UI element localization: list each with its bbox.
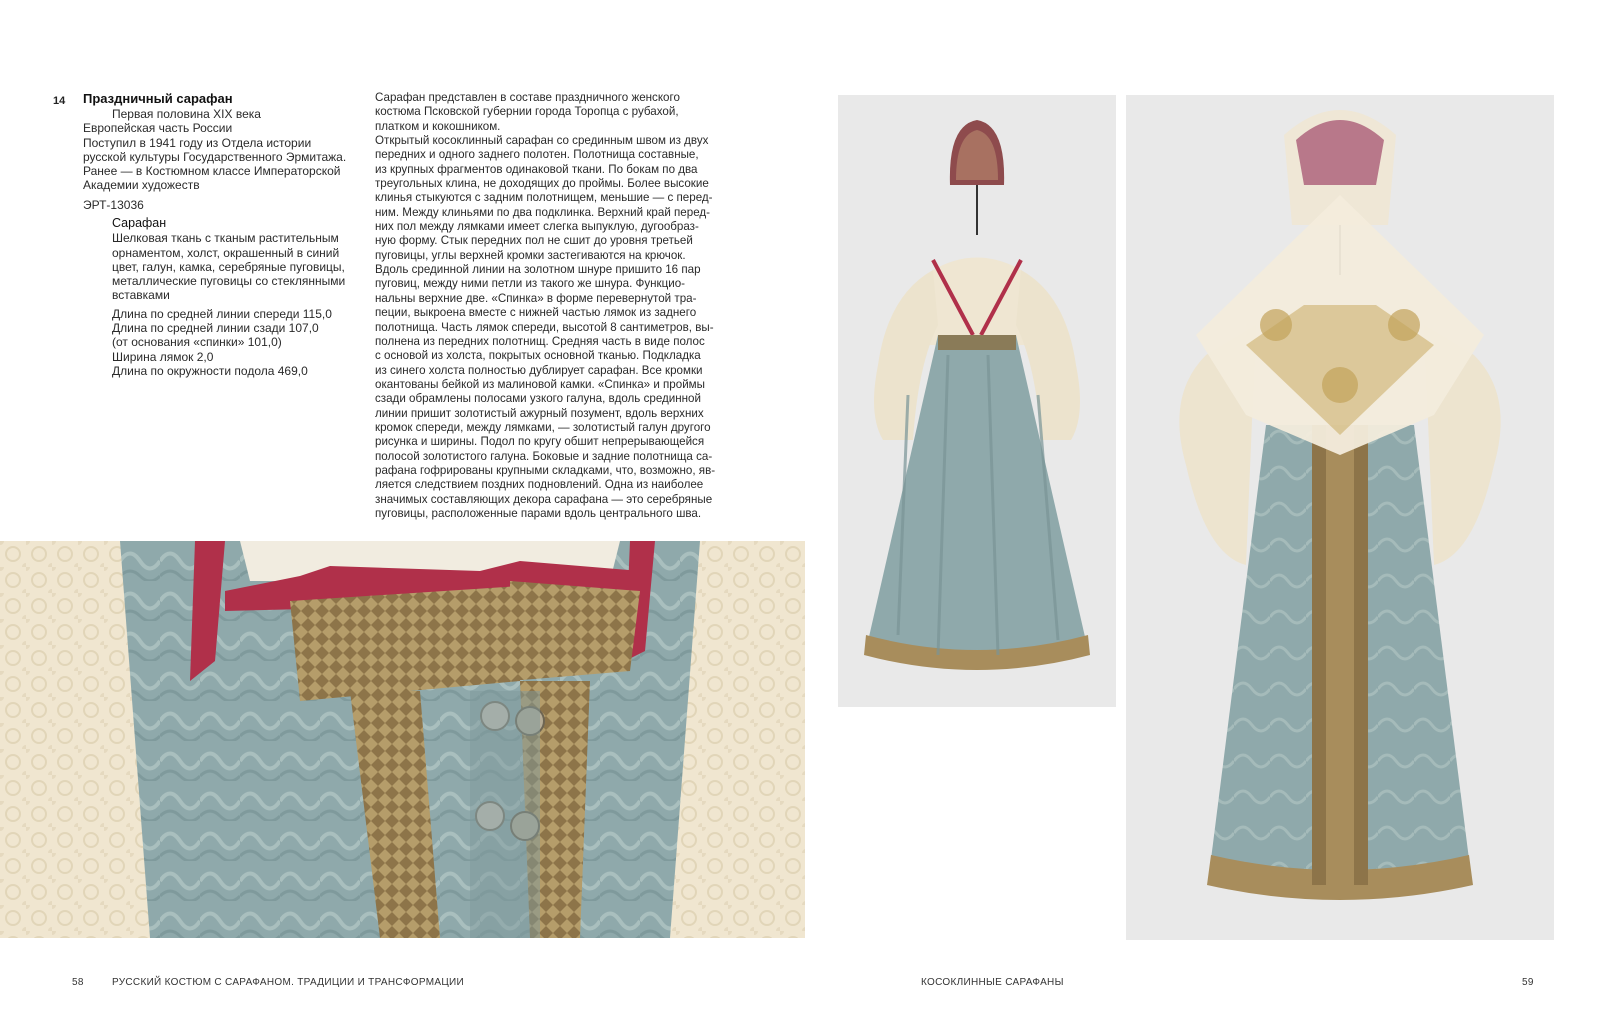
description-line: полосой золотистого галуна. Боковые и задние полотнища са- xyxy=(375,449,713,463)
back-view-photo xyxy=(838,95,1116,707)
right-running-title: КОСОКЛИННЫЕ САРАФАНЫ xyxy=(921,977,1064,988)
dimension-line: Длина по средней линии сзади 107,0 xyxy=(112,321,319,336)
materials-line: цвет, галун, камка, серебряные пуговицы, xyxy=(112,259,345,274)
description-line: рафана гофрированы крупными складками, что, возможно, яв- xyxy=(375,463,716,477)
description-line: пуговицы, расположенные парами вдоль центрального шва. xyxy=(375,506,702,520)
description-line: полнена из передних полотнищ. Средняя часть в виде полос xyxy=(375,334,705,348)
meta-line: русской культуры Государственного Эрмитажа. xyxy=(83,149,347,164)
dimension-line: Длина по средней линии спереди 115,0 xyxy=(112,306,332,321)
description-line: окантованы бейкой из малиновой камки. «Спинка» и проймы xyxy=(375,377,705,391)
description-line: Сарафан представлен в составе праздничного женского xyxy=(375,91,680,104)
description-line: платком и кокошником. xyxy=(375,119,501,133)
dimension-line: Длина по окружности подола 469,0 xyxy=(112,363,308,378)
description-line: нальны верхние две. «Спинка» в форме перевернутой тра- xyxy=(375,291,697,305)
item-meta xyxy=(83,107,373,193)
description-line: Вдоль срединной линии на золотном шнуре пришито 16 пар xyxy=(375,263,701,277)
description-line: пуговицы, углы верхней кромки застегиваются на крючок. xyxy=(375,248,686,262)
description-line: сзади обрамлены полосами узкого галуна, вдоль срединной xyxy=(375,392,701,406)
description-line: треугольных клина, не доходящих до проймы. Более высокие xyxy=(375,177,709,191)
description-line: из синего холста полностью дублирует сарафан. Все кромки xyxy=(375,363,703,377)
description-line: линии пришит золотистый ажурный позумент, вдоль верхних xyxy=(375,406,704,420)
description-line: ную форму. Стык передних пол не сшит до уровня третьей xyxy=(375,234,693,248)
item-title: Праздничный сарафан xyxy=(83,91,233,106)
description-line: кромок спереди, между лямками, — золотистый галун другого xyxy=(375,420,711,434)
description-line: значимых составляющих декора сарафана — это серебряные xyxy=(375,492,713,506)
meta-line: Европейская часть России xyxy=(83,121,233,136)
meta-line: Первая половина XIX века xyxy=(112,107,261,121)
object-subtitle: Сарафан xyxy=(112,216,167,230)
description-line: них пол между лямками имеет слегка выпуклую, дугообраз- xyxy=(375,220,699,234)
materials-line: металлические пуговицы со стеклянными xyxy=(112,274,346,289)
catalogue-number: 14 xyxy=(53,95,66,107)
description-line: с основой из холста, покрытых основной тканью. Подкладка xyxy=(375,349,701,363)
description-line: рисунка и ширины. Подол по кругу обшит непрерывающейся xyxy=(375,435,705,449)
dimensions xyxy=(112,307,377,378)
inventory-number: ЭРТ-13036 xyxy=(83,198,144,212)
meta-line: Академии художеств xyxy=(83,178,200,193)
description-line: пуговиц, между ними петли из такого же шнура. Функцио- xyxy=(375,277,686,291)
dimension-line: (от основания «спинки» 101,0) xyxy=(112,335,282,350)
left-running-title: РУССКИЙ КОСТЮМ С САРАФАНОМ. ТРАДИЦИИ И ТРАНСФОРМАЦИИ xyxy=(112,977,464,988)
description-line: из крупных фрагментов одинаковой ткани. По бокам по два xyxy=(375,162,698,176)
materials-line: вставками xyxy=(112,288,170,303)
left-page-number: 58 xyxy=(72,977,84,988)
materials-line: Шелковая ткань с тканым растительным xyxy=(112,231,339,246)
meta-line: Поступил в 1941 году из Отдела истории xyxy=(83,135,312,150)
detail-photo xyxy=(0,541,805,938)
materials-line: орнаментом, холст, окрашенный в синий xyxy=(112,245,340,260)
description-line: ним. Между клиньями по два подклинка. Верхний край перед- xyxy=(375,205,711,219)
description-line: клинья стыкуются с задним полотнищем, меньшие — с перед- xyxy=(375,191,713,205)
meta-line: Ранее — в Костюмном классе Императорской xyxy=(83,164,341,179)
front-view-photo xyxy=(1126,95,1554,940)
description-line: Открытый косоклинный сарафан со срединным швом из двух xyxy=(375,134,709,148)
description-line: ляется следствием поздних подновлений. Одна из наиболее xyxy=(375,478,704,492)
description-line: полотнища. Часть лямок спереди, высотой 8 сантиметров, вы- xyxy=(375,320,714,334)
right-page-number: 59 xyxy=(1522,977,1534,988)
object-details xyxy=(112,216,377,378)
dimension-line: Ширина лямок 2,0 xyxy=(112,349,214,364)
description-line: пеции, выкроена вместе с нижней частью лямок из заднего xyxy=(375,306,697,320)
description-text xyxy=(375,91,745,521)
description-line: костюма Псковской губернии города Торопца с рубахой, xyxy=(375,105,679,119)
description-line: передних и одного заднего полотен. Полотнища составные, xyxy=(375,148,699,162)
